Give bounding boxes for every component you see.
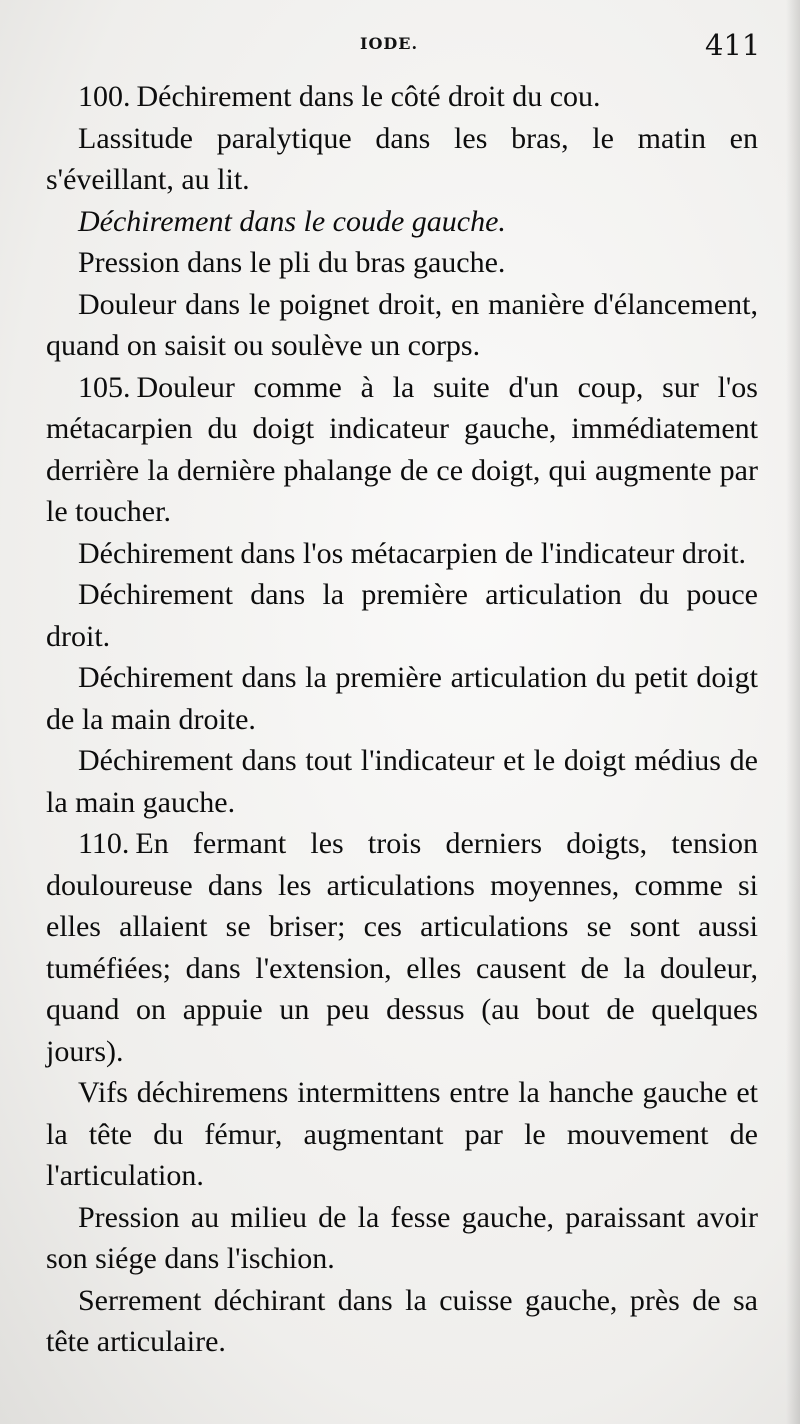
paragraph: [46, 118, 758, 201]
running-header: [0, 28, 800, 68]
paragraph-text: Douleur dans le poignet droit, en manière d'élancement, quand on saisit ou soulève un corps.: [46, 287, 758, 362]
paragraph: [46, 76, 758, 118]
paragraph-text: Douleur comme à la suite d'un coup, sur l'os métacarpien du doigt indicateur gauche, immédiatement derrière la dernière phalange de ce doigt, qui augmente par le toucher.: [46, 370, 758, 528]
paragraph: [46, 242, 758, 284]
paragraph-text: En fermant les trois derniers doigts, tension douloureuse dans les articulations moyennes, comme si elles allaient se briser; ces articulations se sont aussi tuméfiées; dans l'extension, elles causent de la douleur, quand on appuie un peu dessus (au bout de quelques jours).: [46, 827, 758, 1068]
paragraph-text: Déchirement dans la première articulation du petit doigt de la main droite.: [46, 661, 758, 736]
paragraph: [46, 284, 758, 367]
paragraph: [46, 533, 758, 575]
paragraph: [46, 823, 758, 1072]
paragraph: [46, 367, 758, 533]
paragraph: [46, 1280, 758, 1363]
paragraph-number: 110.: [78, 827, 130, 860]
paragraph-text: Vifs déchiremens intermittens entre la hanche gauche et la tête du fémur, augmentant par le mouvement de l'articulation.: [46, 1076, 758, 1192]
paragraph-text: Lassitude paralytique dans les bras, le matin en s'éveillant, au lit.: [46, 121, 758, 196]
paragraph: [46, 1197, 758, 1280]
running-title: IODE.: [360, 34, 419, 53]
paragraph-text: Déchirement dans le coude gauche.: [78, 204, 506, 238]
paragraph-text: Déchirement dans la première articulation du pouce droit.: [46, 578, 758, 653]
paragraph-text: Déchirement dans le côté droit du cou.: [136, 80, 601, 113]
paragraph: [46, 574, 758, 657]
paragraph-text: Pression dans le pli du bras gauche.: [78, 246, 506, 279]
paragraph-number: 105.: [78, 370, 131, 404]
page-number: 411: [705, 28, 761, 62]
paragraph-text: Déchirement dans l'os métacarpien de l'indicateur droit.: [78, 536, 747, 570]
paragraph: [46, 657, 758, 740]
paragraph: [46, 740, 758, 823]
paragraph: [46, 1072, 758, 1197]
paragraph-number: 100.: [78, 80, 131, 113]
paragraph-text: Serrement déchirant dans la cuisse gauche, près de sa tête articulaire.: [46, 1283, 758, 1358]
paragraph-text: Déchirement dans tout l'indicateur et le doigt médius de la main gauche.: [46, 744, 758, 819]
paragraph-text: Pression au milieu de la fesse gauche, paraissant avoir son siége dans l'ischion.: [46, 1200, 758, 1275]
body-text: [46, 76, 758, 1363]
paragraph: [46, 201, 758, 243]
